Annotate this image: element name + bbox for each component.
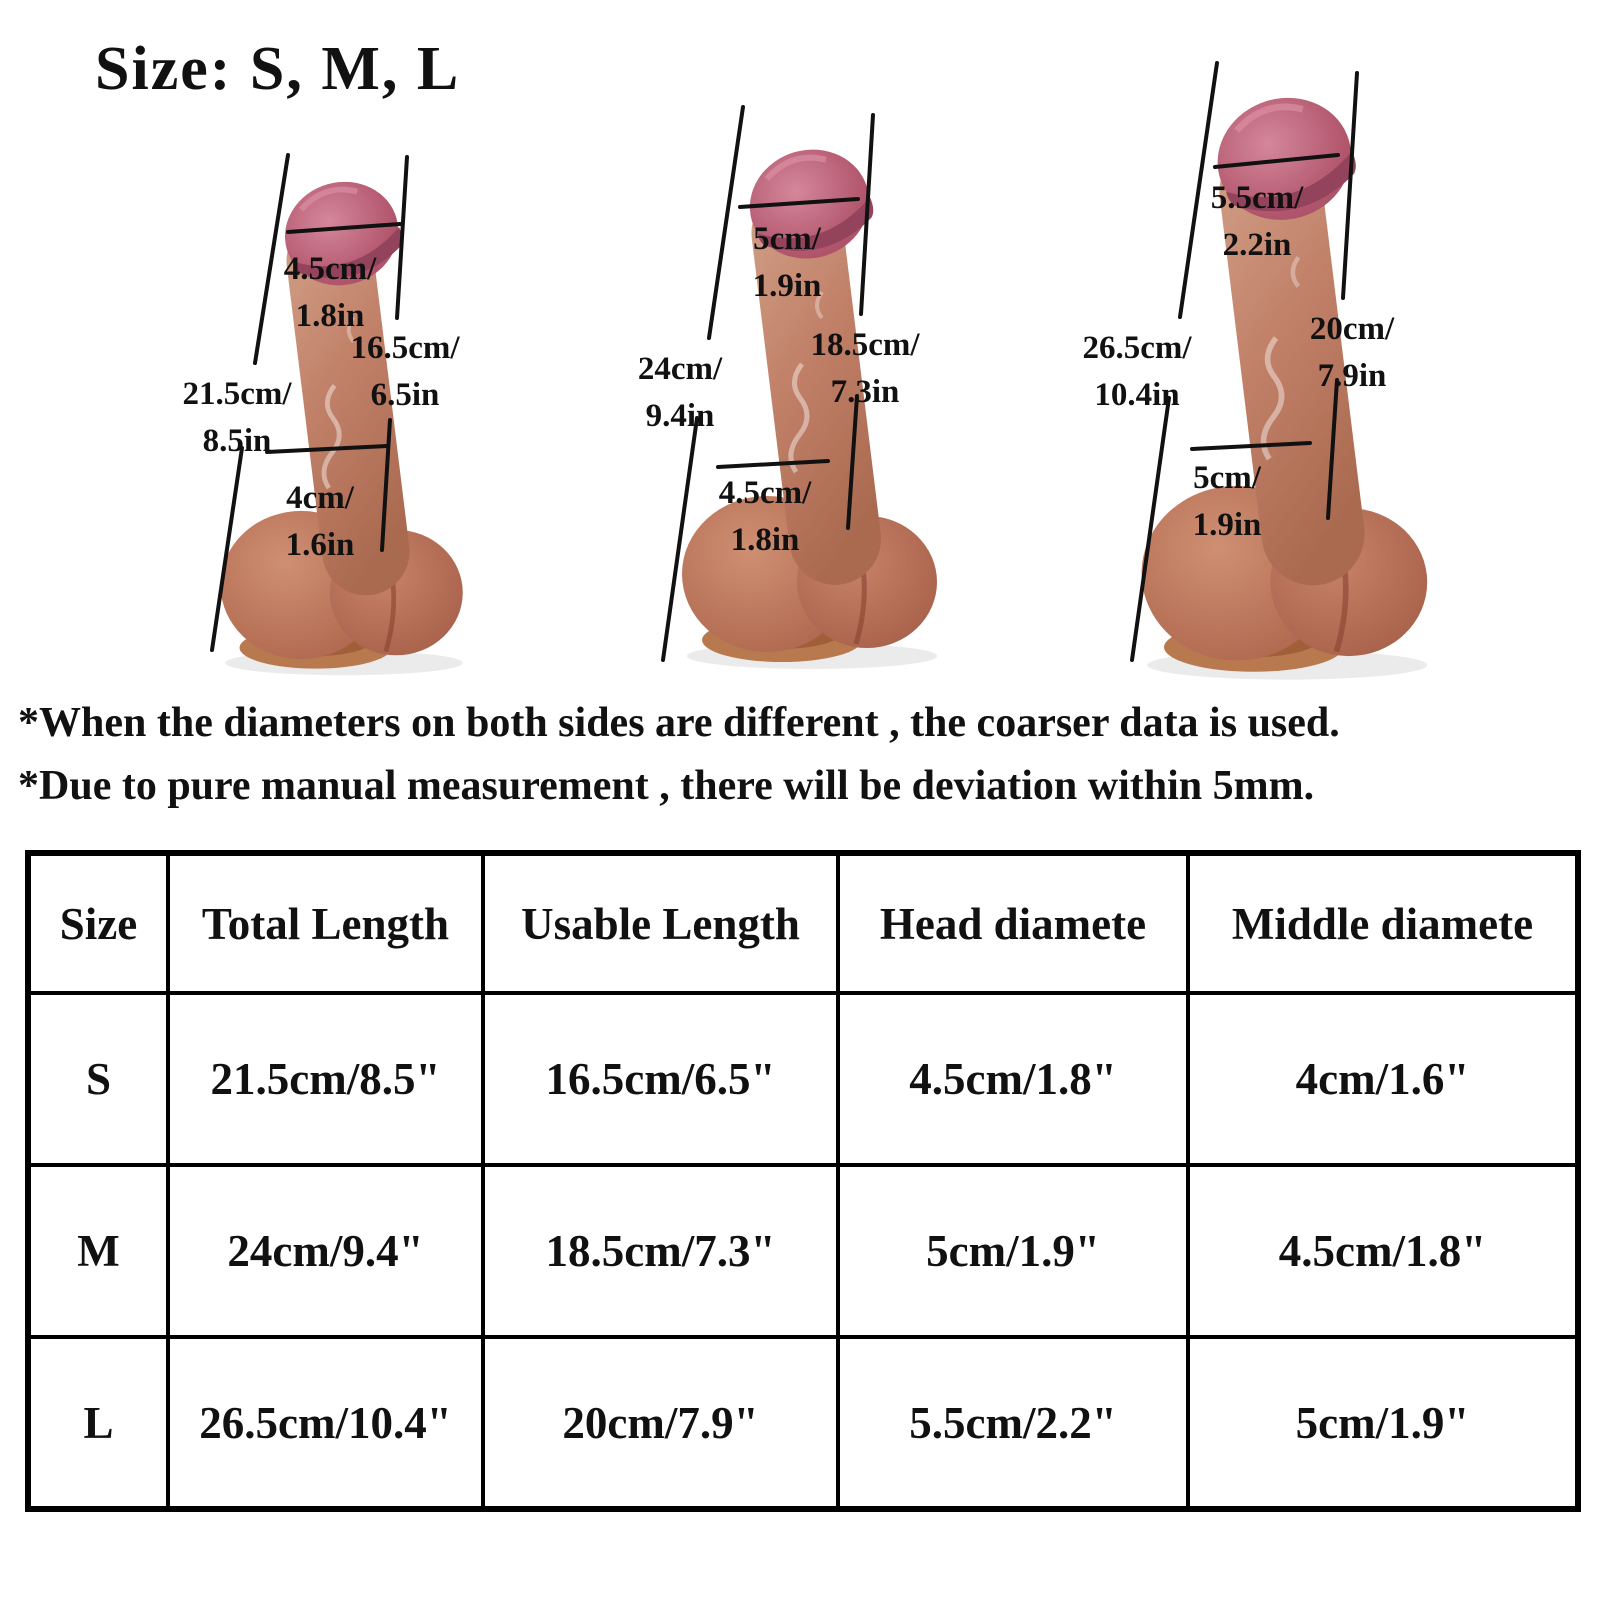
note-measurement-deviation: *Due to pure manual measurement , there will be deviation within 5mm. [18, 763, 1315, 809]
column-header-total-length: Total Length [168, 853, 483, 993]
table-row-s [28, 993, 1578, 1165]
column-header-head-diameter: Head diamete [838, 853, 1188, 993]
total-length-label: 24cm/ 9.4in [637, 351, 723, 434]
head-diameter-label: 4.5cm/ 1.8in [283, 251, 377, 334]
column-header-size: Size [28, 853, 168, 993]
middle-diameter-label: 4cm/ 1.6in [285, 480, 355, 563]
table-cell: M [28, 1165, 168, 1337]
usable-length-label: 20cm/ 7.9in [1309, 311, 1395, 394]
table-cell: 4.5cm/1.8" [838, 993, 1188, 1165]
table-cell: 5cm/1.9" [1188, 1337, 1578, 1509]
note-coarser-data: *When the diameters on both sides are different , the coarser data is used. [18, 700, 1340, 746]
head-diameter-label: 5.5cm/ 2.2in [1210, 180, 1304, 263]
product-figure-m [630, 100, 970, 685]
table-row-m [28, 1165, 1578, 1337]
disclaimer-notes [18, 692, 1340, 818]
table-cell: 5cm/1.9" [838, 1165, 1188, 1337]
product-figure-s [170, 130, 500, 690]
table-cell: 18.5cm/7.3" [483, 1165, 838, 1337]
page-title: Size: S, M, L [95, 35, 461, 103]
usable-length-label: 16.5cm/ 6.5in [350, 330, 460, 413]
table-cell: 24cm/9.4" [168, 1165, 483, 1337]
table-row-l [28, 1337, 1578, 1509]
total-length-label: 26.5cm/ 10.4in [1082, 330, 1192, 413]
middle-diameter-label: 4.5cm/ 1.8in [718, 475, 812, 558]
total-length-label: 21.5cm/ 8.5in [182, 376, 292, 459]
table-cell: 5.5cm/2.2" [838, 1337, 1188, 1509]
column-header-middle-diameter: Middle diamete [1188, 853, 1578, 993]
table-cell: 16.5cm/6.5" [483, 993, 838, 1165]
product-figure-l [1080, 50, 1500, 690]
table-cell: L [28, 1337, 168, 1509]
table-cell: 26.5cm/10.4" [168, 1337, 483, 1509]
table-cell: 4cm/1.6" [1188, 993, 1578, 1165]
table-cell: S [28, 993, 168, 1165]
column-header-usable-length: Usable Length [483, 853, 838, 993]
table-cell: 21.5cm/8.5" [168, 993, 483, 1165]
table-header-row [28, 853, 1578, 993]
head-diameter-label: 5cm/ 1.9in [752, 221, 822, 304]
table-cell: 20cm/7.9" [483, 1337, 838, 1509]
usable-length-label: 18.5cm/ 7.3in [810, 327, 920, 410]
size-table [25, 850, 1581, 1512]
middle-diameter-label: 5cm/ 1.9in [1192, 460, 1262, 543]
table-cell: 4.5cm/1.8" [1188, 1165, 1578, 1337]
